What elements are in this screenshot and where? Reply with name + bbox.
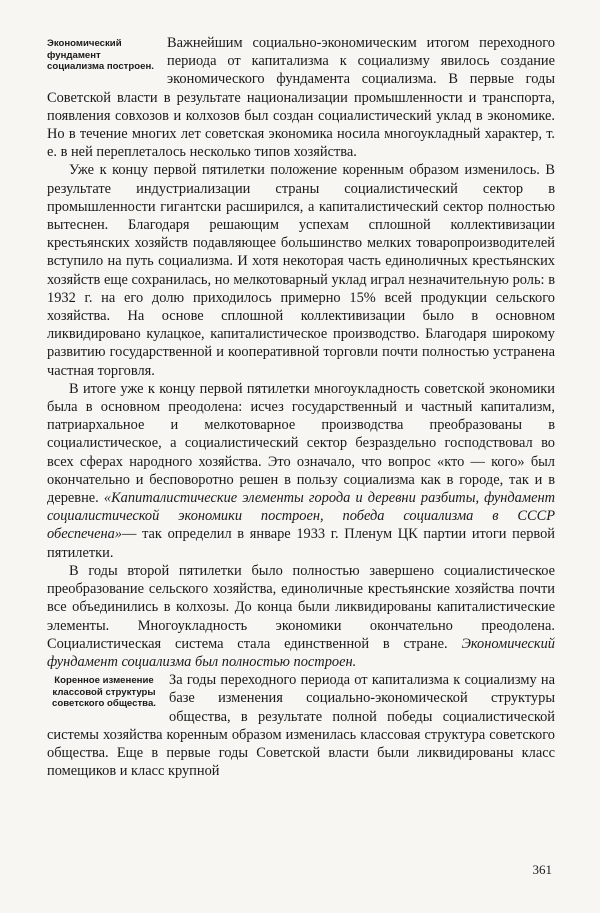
section-economic-foundation <box>47 34 555 780</box>
plenum-quote: «Капиталистические элементы города и деревни разбиты, фундамент социалистической экономики построен, победа социализма в СССР обеспечена» <box>47 490 555 543</box>
margin-note-class-structure: Коренное изменение классовой структуры советского общества. <box>52 675 156 710</box>
paragraph-5: За годы переходного периода от капитализма к социализму на базе изменения социально-экономической структуры общества, в результате полной победы социалистической системы хозяйства коренным образом изменилась классовая структура советского общества. Еще в первые годы Советской власти были ликвидированы класс помещиков и класс крупной <box>47 672 555 780</box>
paragraph-1: Важнейшим социально-экономическим итогом переходного периода от капитализма к социализму явилось создание экономического фундамента социализма. В первые годы Советской власти в результате национализации промышленности и транспорта, появления совхозов и колхозов был создан социалистический уклад в экономике. Но в течение многих лет советская экономика носила многоукладный характер, т. е. в ней переплеталось несколько типов хозяйства. <box>47 35 555 161</box>
page-body <box>47 34 555 780</box>
paragraph-3 <box>47 380 555 562</box>
page-number: 361 <box>532 862 552 877</box>
paragraph-4 <box>47 562 555 671</box>
paragraph-4-text: В годы второй пятилетки было полностью завершено социалистическое преобразование сельского хозяйства, единоличные крестьянские хозяйства почти все объединились в колхозы. До конца были ликвидированы капиталистические элементы. Многоукладность экономики окончательно преодолена. Социалистическая система стала единственной в стране. <box>47 562 555 652</box>
paragraph-2: Уже к концу первой пятилетки положение коренным образом изменилось. В результате индустриализации страны социалистический сектор в промышленности гигантски расширился, а капиталистический сектор полностью вытеснен. Благодаря решающим успехам сплошной коллективизации крестьянских хозяйств подавляющее большинство мелких товаропроизводителей вступило на путь социализма. И хотя некоторая часть единоличных крестьянских хозяйств еще сохранилась, но мелкотоварный уклад играл незначительную роль: в 1932 г. на его долю приходилось примерно 15% всей продукции сельского хозяйства. На основе сплошной коллективизации было в основном ликвидировано кулацкое, капиталистическое производство. Благодаря широкому развитию государственной и кооперативной торговли почти полностью устранена частная торговля. <box>47 162 555 379</box>
paragraph-3-text-a: В итоге уже к концу первой пятилетки многоукладность советской экономики была в основном преодолена: исчез государственный и частный капитализм, патриархальное и мелкотоварное производства преобразованы в социалистическое, а социалистический сектор безраздельно господствовал во всех сферах народного хозяйства. Это означало, что вопрос «кто — кого» был окончательно и бесповоротно решен в пользу социализма как в городе, так и в деревне. <box>47 380 555 507</box>
paragraph-3-text-b: — так определил в январе 1933 г. Пленум ЦК партии итоги первой пятилетки. <box>47 526 555 561</box>
paragraph-4-conclusion: Экономический фундамент социализма был полностью построен. <box>47 635 555 670</box>
margin-note-economic-foundation: Экономический фундамент социализма построен. <box>47 38 154 72</box>
